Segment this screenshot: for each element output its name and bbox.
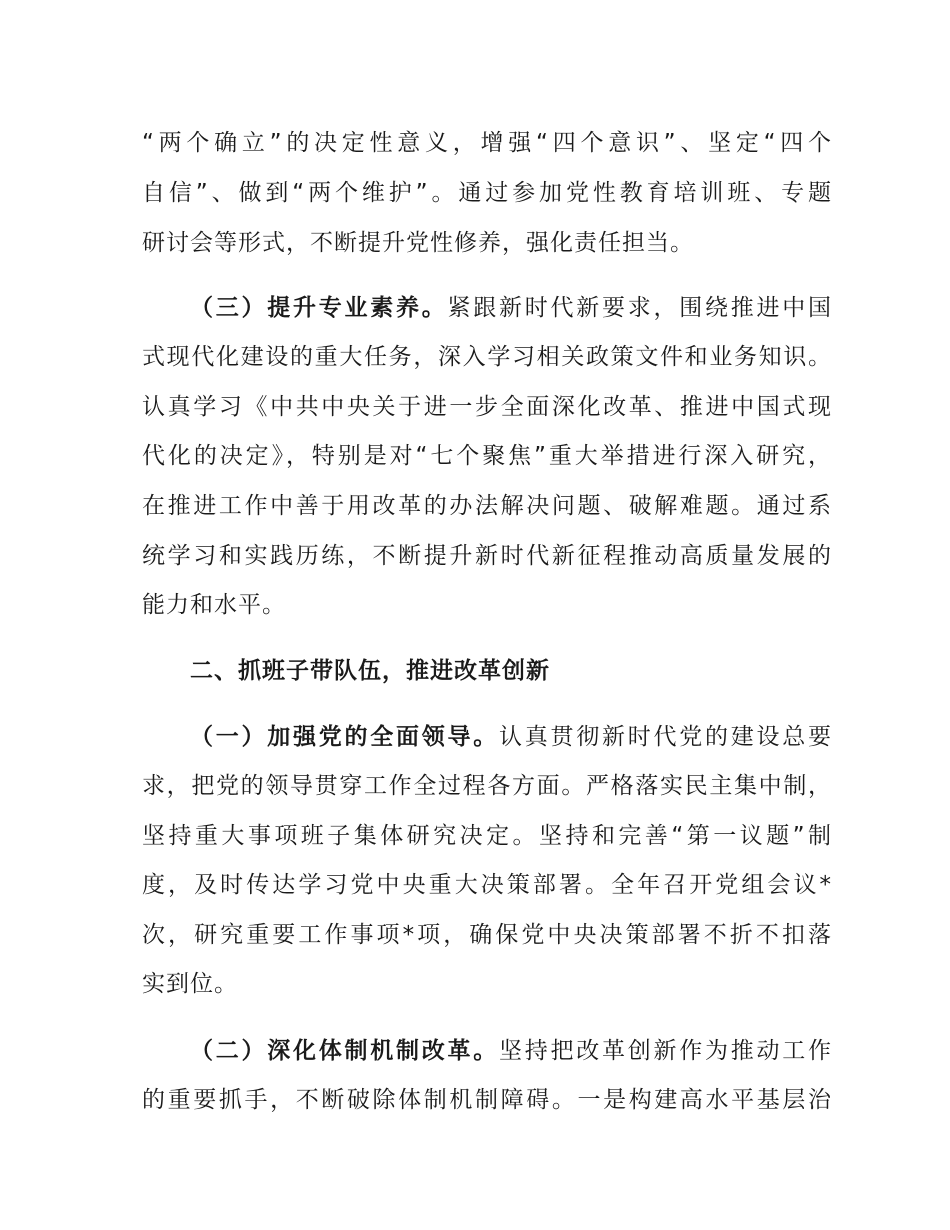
body-line: 度，及时传达学习党中央重大决策部署。全年召开党组会议* — [142, 872, 832, 898]
body-line: 在推进工作中善于用改革的办法解决问题、破解难题。通过系 — [142, 493, 832, 519]
body-line: 代化的决定》，特别是对“七个聚焦”重大举措进行深入研究， — [142, 443, 832, 469]
body-line: “两个确立”的决定性意义，增强“四个意识”、坚定“四个 — [142, 130, 832, 156]
paragraph-heading: （三）提升专业素养。 — [190, 295, 448, 321]
body-line: 统学习和实践历练，不断提升新时代新征程推动高质量发展的 — [142, 543, 832, 569]
paragraph-text: 紧跟新时代新要求，围绕推进中国 — [447, 295, 832, 321]
section-heading: 二、抓班子带队伍，推进改革创新 — [190, 658, 550, 684]
body-line: 研讨会等形式，不断提升党性修养，强化责任担当。 — [142, 230, 694, 256]
body-line: 求，把党的领导贯穿工作全过程各方面。严格落实民主集中制， — [142, 773, 832, 799]
paragraph-first-line — [190, 721, 832, 753]
body-line: 坚持重大事项班子集体研究决定。坚持和完善“第一议题”制 — [142, 823, 832, 849]
body-line: 次，研究重要工作事项*项，确保党中央决策部署不折不扣落 — [142, 922, 832, 948]
paragraph-first-line — [190, 292, 832, 324]
body-line: 实到位。 — [142, 971, 238, 997]
body-line: 的重要抓手，不断破除体制机制障碍。一是构建高水平基层治 — [142, 1087, 832, 1113]
body-line: 能力和水平。 — [142, 592, 286, 618]
body-line: 认真学习《中共中央关于进一步全面深化改革、推进中国式现 — [142, 394, 832, 420]
paragraph-text: 认真贯彻新时代党的建设总要 — [499, 724, 832, 750]
body-line: 式现代化建设的重大任务，深入学习相关政策文件和业务知识。 — [142, 344, 832, 370]
paragraph-heading: （二）深化体制机制改革。 — [190, 1038, 499, 1064]
paragraph-heading: （一）加强党的全面领导。 — [190, 724, 499, 750]
paragraph-text: 坚持把改革创新作为推动工作 — [499, 1038, 832, 1064]
body-line: 自信”、做到“两个维护”。通过参加党性教育培训班、专题 — [142, 180, 832, 206]
paragraph-first-line — [190, 1035, 832, 1067]
